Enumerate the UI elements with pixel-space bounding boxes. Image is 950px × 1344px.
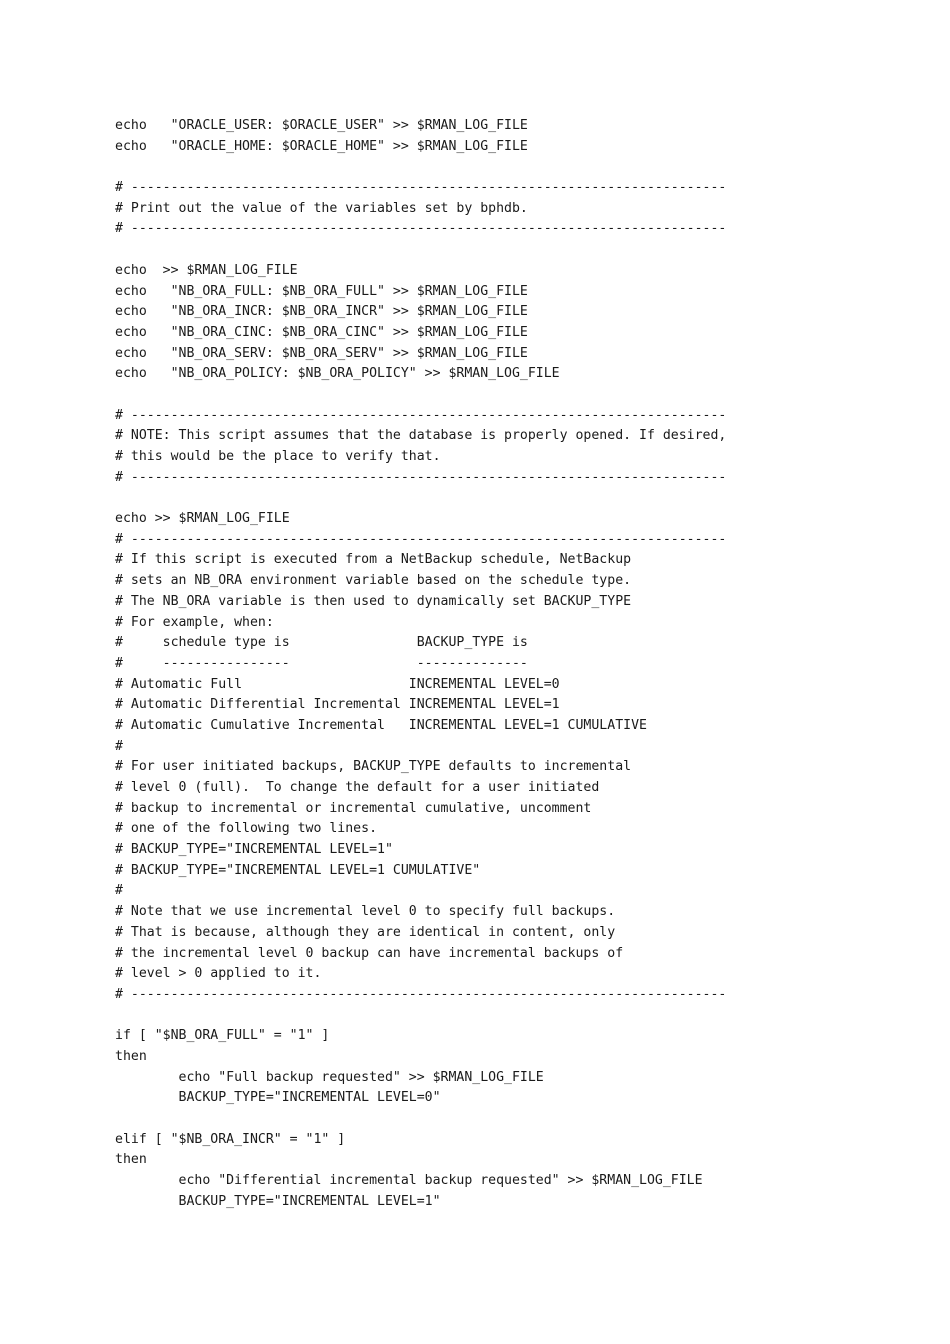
code-line: echo "ORACLE_USER: $ORACLE_USER" >> $RMAN_LOG_FILE	[115, 118, 528, 133]
comment-line: # ---------------------------------------------------------------------------	[115, 469, 727, 485]
code-line: BACKUP_TYPE="INCREMENTAL LEVEL=1"	[115, 1193, 441, 1209]
blank-line	[115, 488, 915, 509]
comment-line: # Note that we use incremental level 0 to specify full backups.	[115, 904, 616, 920]
comment-line: # level 0 (full). To change the default for a user initiated	[115, 780, 600, 795]
comment-line: # this would be the place to verify that.	[115, 449, 441, 464]
code-line: echo >> $RMAN_LOG_FILE	[115, 511, 290, 527]
code-line: echo "Differential incremental backup requested" >> $RMAN_LOG_FILE	[115, 1173, 703, 1189]
blank-line	[115, 1109, 915, 1130]
code-line: echo "ORACLE_HOME: $ORACLE_HOME" >> $RMAN_LOG_FILE	[115, 138, 528, 154]
code-line: echo "NB_ORA_CINC: $NB_ORA_CINC" >> $RMAN_LOG_FILE	[115, 324, 528, 340]
comment-line: # ---------------------------------------------------------------------------	[115, 180, 727, 196]
comment-line: # ---------------- --------------	[115, 655, 528, 671]
comment-line: # Automatic Full INCREMENTAL LEVEL=0	[115, 676, 560, 692]
code-line: BACKUP_TYPE="INCREMENTAL LEVEL=0"	[115, 1090, 441, 1106]
comment-line: # NOTE: This script assumes that the database is properly opened. If desired,	[115, 428, 727, 444]
comment-line: # the incremental level 0 backup can have incremental backups of	[115, 945, 624, 961]
comment-line: # If this script is executed from a NetBackup schedule, NetBackup	[115, 552, 632, 568]
script-listing	[115, 116, 915, 1212]
blank-line	[115, 240, 915, 261]
comment-line: # That is because, although they are identical in content, only	[115, 924, 616, 940]
code-line: then	[115, 1048, 147, 1064]
code-line: echo "NB_ORA_INCR: $NB_ORA_INCR" >> $RMAN_LOG_FILE	[115, 304, 528, 320]
code-line: echo "Full backup requested" >> $RMAN_LOG_FILE	[115, 1069, 544, 1085]
code-line: echo "NB_ORA_FULL: $NB_ORA_FULL" >> $RMAN_LOG_FILE	[115, 283, 528, 299]
blank-line	[115, 385, 915, 406]
code-line: if [ "$NB_ORA_FULL" = "1" ]	[115, 1028, 330, 1044]
comment-line: # ---------------------------------------------------------------------------	[115, 407, 727, 423]
code-line: echo "NB_ORA_POLICY: $NB_ORA_POLICY" >> $RMAN_LOG_FILE	[115, 366, 560, 382]
blank-line	[115, 157, 915, 178]
comment-line: # level > 0 applied to it.	[115, 966, 322, 982]
comment-line: # The NB_ORA variable is then used to dynamically set BACKUP_TYPE	[115, 593, 632, 609]
comment-line: # ---------------------------------------------------------------------------	[115, 986, 727, 1002]
code-line: echo >> $RMAN_LOG_FILE	[115, 262, 298, 278]
comment-line: # Automatic Cumulative Incremental INCREMENTAL LEVEL=1 CUMULATIVE	[115, 717, 647, 733]
comment-line: #	[115, 883, 123, 899]
comment-line: # schedule type is BACKUP_TYPE is	[115, 635, 528, 651]
code-line: then	[115, 1152, 147, 1168]
comment-line: # For example, when:	[115, 614, 274, 630]
code-line: elif [ "$NB_ORA_INCR" = "1" ]	[115, 1131, 346, 1147]
comment-line: # BACKUP_TYPE="INCREMENTAL LEVEL=1 CUMULATIVE"	[115, 862, 481, 878]
comment-line: #	[115, 738, 123, 754]
comment-line: # Automatic Differential Incremental INCREMENTAL LEVEL=1	[115, 697, 560, 713]
comment-line: # For user initiated backups, BACKUP_TYPE defaults to incremental	[115, 759, 632, 775]
comment-line: # sets an NB_ORA environment variable based on the schedule type.	[115, 573, 632, 589]
code-line: echo "NB_ORA_SERV: $NB_ORA_SERV" >> $RMAN_LOG_FILE	[115, 345, 528, 361]
comment-line: # backup to incremental or incremental cumulative, uncomment	[115, 800, 592, 816]
comment-line: # ---------------------------------------------------------------------------	[115, 221, 727, 237]
comment-line: # one of the following two lines.	[115, 821, 378, 837]
comment-line: # Print out the value of the variables set by bphdb.	[115, 200, 528, 216]
comment-line: # ---------------------------------------------------------------------------	[115, 531, 727, 547]
blank-line	[115, 1006, 915, 1027]
comment-line: # BACKUP_TYPE="INCREMENTAL LEVEL=1"	[115, 842, 393, 858]
